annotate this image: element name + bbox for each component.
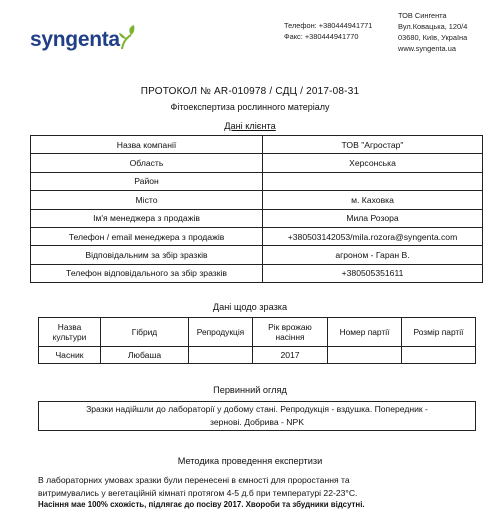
- table-cell: 2017: [253, 347, 328, 364]
- phone-line: Телефон: +380444941771: [284, 21, 373, 30]
- company-name: ТОВ Сингента: [398, 11, 447, 20]
- client-heading: Дані клієнта: [224, 121, 276, 131]
- client-label: Відповідальним за збір зразків: [31, 246, 263, 264]
- syngenta-logo: [30, 22, 138, 58]
- table-row: [31, 191, 483, 209]
- table-row: [31, 264, 483, 282]
- sample-table: [38, 317, 476, 364]
- client-value: агроном - Гаран В.: [263, 246, 483, 264]
- protocol-title: ПРОТОКОЛ № AR-010978 / СДЦ / 2017-08-31: [140, 86, 360, 97]
- client-label: Ім'я менеджера з продажів: [31, 209, 263, 227]
- client-label: Місто: [31, 191, 263, 209]
- table-cell: Часник: [39, 347, 101, 364]
- client-label: Телефон / email менеджера з продажів: [31, 227, 263, 245]
- client-label: Область: [31, 154, 263, 172]
- client-value: +380505351611: [263, 264, 483, 282]
- method-heading: Методика проведення експертизи: [177, 456, 323, 466]
- logo-text: syngenta: [30, 28, 120, 51]
- city-line: 03680, Київ, Україна: [398, 33, 468, 42]
- column-header: Назва культури: [39, 318, 101, 347]
- inspection-heading: Первинний огляд: [213, 385, 287, 395]
- client-value: ТОВ "Агростар": [263, 136, 483, 154]
- method-conclusion: Насіння мае 100% схожість, підлягає до посіву 2017. Хвороби та збудники відсутні.: [38, 500, 365, 510]
- column-header: Рік врожаю насіння: [253, 318, 328, 347]
- website-link[interactable]: www.syngenta.ua: [398, 44, 456, 53]
- method-line: В лабораторних умовах зразки були перенесені в ємності для проростання та: [38, 475, 350, 485]
- table-row: [31, 154, 483, 172]
- table-row: [31, 246, 483, 264]
- inspection-line: Зразки надійшли до лабораторії у добому стані. Репродукція - вздушка. Попередник -: [86, 404, 428, 414]
- method-text: [38, 474, 478, 512]
- table-cell: [402, 347, 476, 364]
- client-table: [30, 135, 483, 283]
- contact-block: [284, 20, 372, 42]
- fax-line: Факс: +380444941770: [284, 32, 359, 41]
- client-label: Район: [31, 172, 263, 190]
- protocol-subtitle: Фітоекспертиза рослинного матеріалу: [170, 102, 330, 112]
- column-header: Номер партії: [328, 318, 402, 347]
- client-value: Херсонська: [263, 154, 483, 172]
- client-value: [263, 172, 483, 190]
- table-row: [31, 172, 483, 190]
- inspection-line: зернові. Добрива - NPK: [210, 416, 304, 427]
- client-label: Телефон відповідального за збір зразків: [31, 264, 263, 282]
- client-value: м. Каховка: [263, 191, 483, 209]
- inspection-box: [38, 401, 476, 431]
- table-cell: [328, 347, 402, 364]
- table-row: [31, 227, 483, 245]
- column-header: Розмір партії: [402, 318, 476, 347]
- client-value: +380503142053/mila.rozora@syngenta.com: [263, 227, 483, 245]
- address-block: [398, 10, 467, 54]
- table-row: [31, 136, 483, 154]
- client-label: Назва компанії: [31, 136, 263, 154]
- column-header: Гібрид: [101, 318, 189, 347]
- table-header-row: [39, 318, 476, 347]
- sample-heading: Дані щодо зразка: [212, 302, 288, 312]
- client-value: Мила Розора: [263, 209, 483, 227]
- method-line: витримувались у вегетаційній кімнаті протягом 4-5 д.б при температурі 22-23°С.: [38, 487, 358, 498]
- table-cell: [189, 347, 253, 364]
- column-header: Репродукція: [189, 318, 253, 347]
- street-line: Вул.Ковацька, 120/4: [398, 22, 468, 31]
- table-cell: Любаша: [101, 347, 189, 364]
- sprout-icon: [118, 22, 138, 58]
- table-row: [39, 347, 476, 364]
- table-row: [31, 209, 483, 227]
